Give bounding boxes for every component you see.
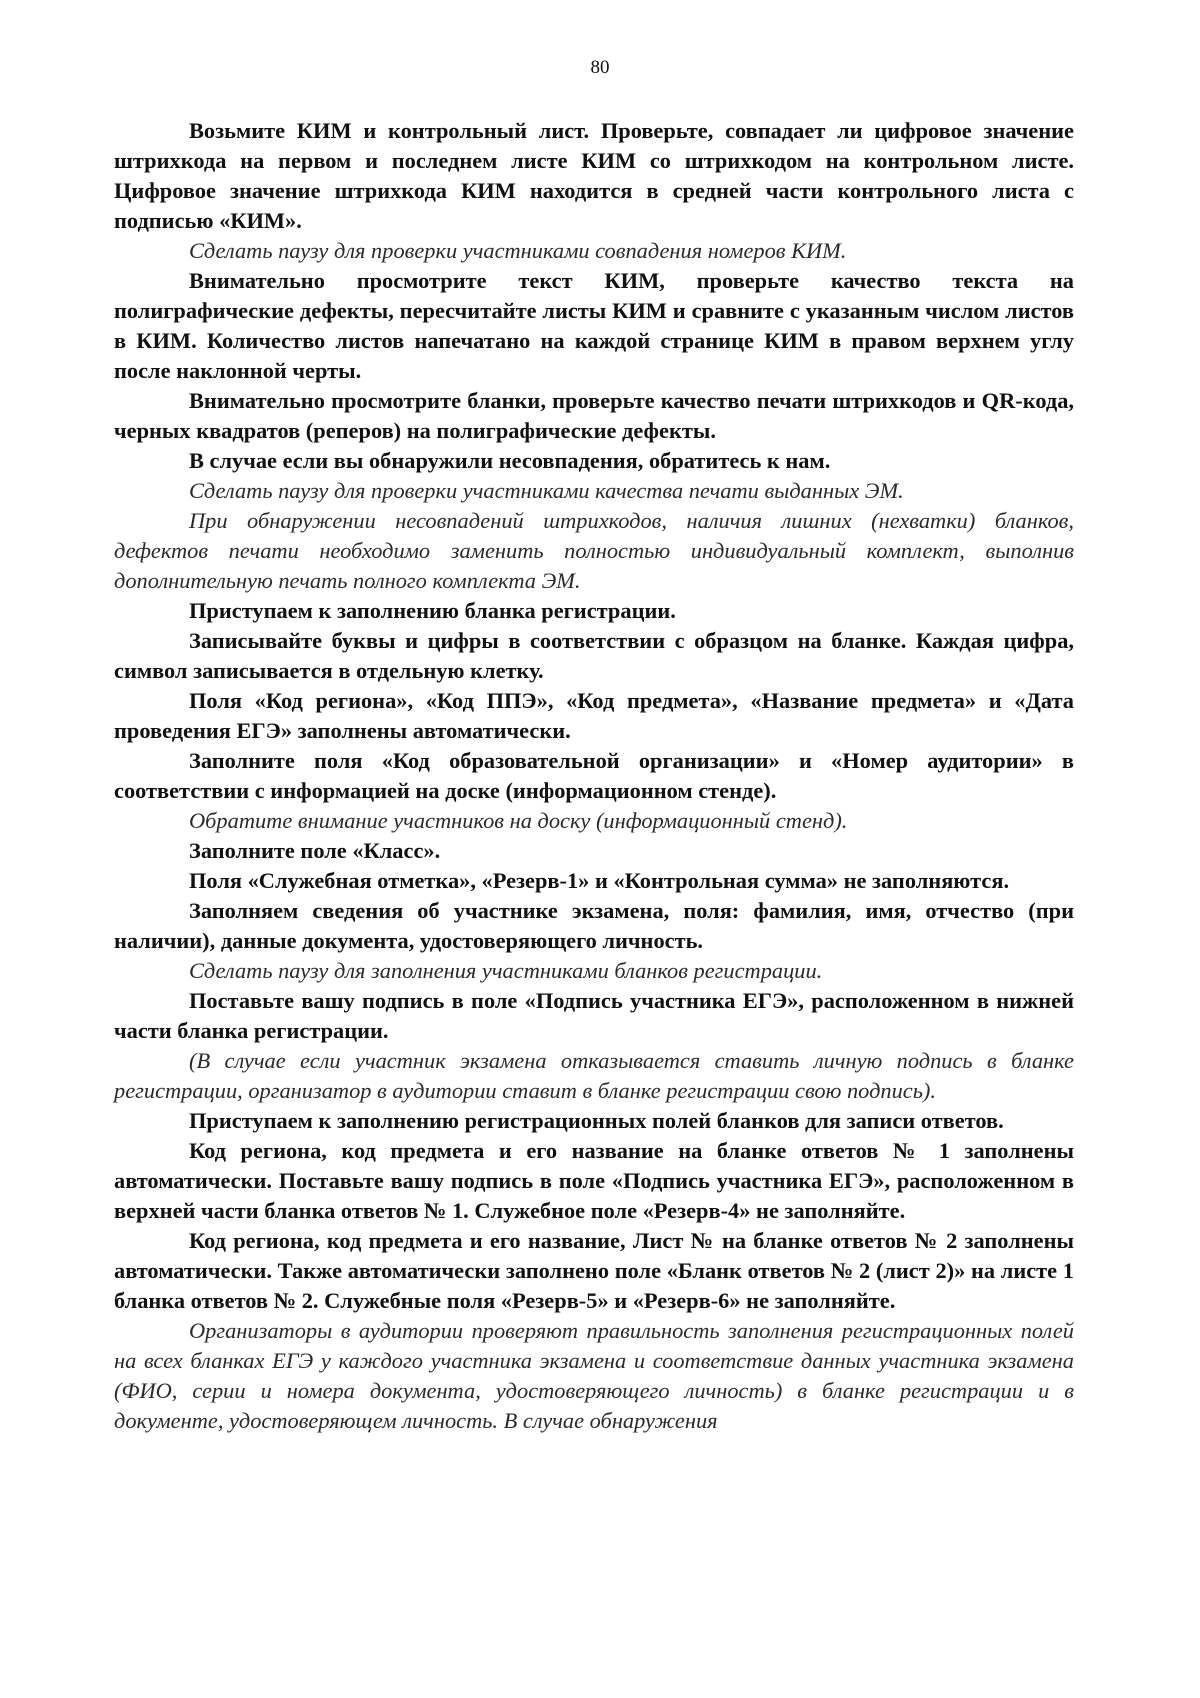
paragraph: В случае если вы обнаружили несовпадения, обратитесь к нам. [189, 448, 831, 473]
paragraph: Поля «Код региона», «Код ППЭ», «Код предмета», «Название предмета» и «Дата проведения ЕГЭ» заполнены автоматически. [114, 688, 1074, 743]
paragraph: Обратите внимание участников на доску (информационный стенд). [189, 808, 848, 833]
page-number: 80 [590, 57, 610, 78]
paragraph: Поля «Служебная отметка», «Резерв-1» и «Контрольная сумма» не заполняются. [189, 868, 1010, 893]
paragraph: При обнаружении несовпадений штрихкодов, наличия лишних (нехватки) бланков, дефектов печати необходимо заменить полностью индивидуальный комплект, выполнив дополнительную печать полного комплекта ЭМ. [114, 508, 1074, 593]
document-body [114, 116, 1074, 1436]
paragraph: Сделать паузу для заполнения участниками бланков регистрации. [189, 958, 823, 983]
paragraph: Возьмите КИМ и контрольный лист. Проверьте, совпадает ли цифровое значение штрихкода на первом и последнем листе КИМ со штрихкодом на контрольном листе. Цифровое значение штрихкода КИМ находится в средней части контрольного листа с подписью «КИМ». [114, 118, 1074, 233]
paragraph: Заполняем сведения об участнике экзамена, поля: фамилия, имя, отчество (при наличии), данные документа, удостоверяющего личность. [114, 898, 1074, 953]
paragraph: Код региона, код предмета и его название на бланке ответов № 1 заполнены автоматически. Поставьте вашу подпись в поле «Подпись участника ЕГЭ», расположенном в верхней части бланка ответов № 1. Служебное поле «Резерв-4» не заполняйте. [114, 1138, 1074, 1223]
paragraph: (В случае если участник экзамена отказывается ставить личную подпись в бланке регистрации, организатор в аудитории ставит в бланке регистрации свою подпись). [114, 1048, 1074, 1103]
paragraph: Заполните поле «Класс». [189, 838, 441, 863]
paragraph: Записывайте буквы и цифры в соответствии с образцом на бланке. Каждая цифра, символ записывается в отдельную клетку. [114, 628, 1074, 683]
paragraph: Приступаем к заполнению регистрационных полей бланков для записи ответов. [189, 1108, 1004, 1133]
paragraph: Внимательно просмотрите бланки, проверьте качество печати штрихкодов и QR-кода, черных квадратов (реперов) на полиграфические дефекты. [114, 388, 1074, 443]
paragraph: Приступаем к заполнению бланка регистрации. [189, 598, 676, 623]
paragraph: Заполните поля «Код образовательной организации» и «Номер аудитории» в соответствии с информацией на доске (информационном стенде). [114, 748, 1074, 803]
paragraph: Код региона, код предмета и его название, Лист № на бланке ответов № 2 заполнены автоматически. Также автоматически заполнено поле «Бланк ответов № 2 (лист 2)» на листе 1 бланка ответов № 2. Служебные поля «Резерв-5» и «Резерв-6» не заполняйте. [114, 1228, 1074, 1313]
paragraph: Сделать паузу для проверки участниками совпадения номеров КИМ. [189, 238, 847, 263]
paragraph: Внимательно просмотрите текст КИМ, проверьте качество текста на полиграфические дефекты, пересчитайте листы КИМ и сравните с указанным числом листов в КИМ. Количество листов напечатано на каждой странице КИМ в правом верхнем углу после наклонной черты. [114, 268, 1074, 383]
paragraph: Поставьте вашу подпись в поле «Подпись участника ЕГЭ», расположенном в нижней части бланка регистрации. [114, 988, 1074, 1043]
paragraph: Сделать паузу для проверки участниками качества печати выданных ЭМ. [189, 478, 904, 503]
paragraph: Организаторы в аудитории проверяют правильность заполнения регистрационных полей на всех бланках ЕГЭ у каждого участника экзамена и соответствие данных участника экзамена (ФИО, серии и номера документа, удостоверяющего личность) в бланке регистрации и в документе, удостоверяющем личность. В случае обнаружения [114, 1318, 1074, 1433]
